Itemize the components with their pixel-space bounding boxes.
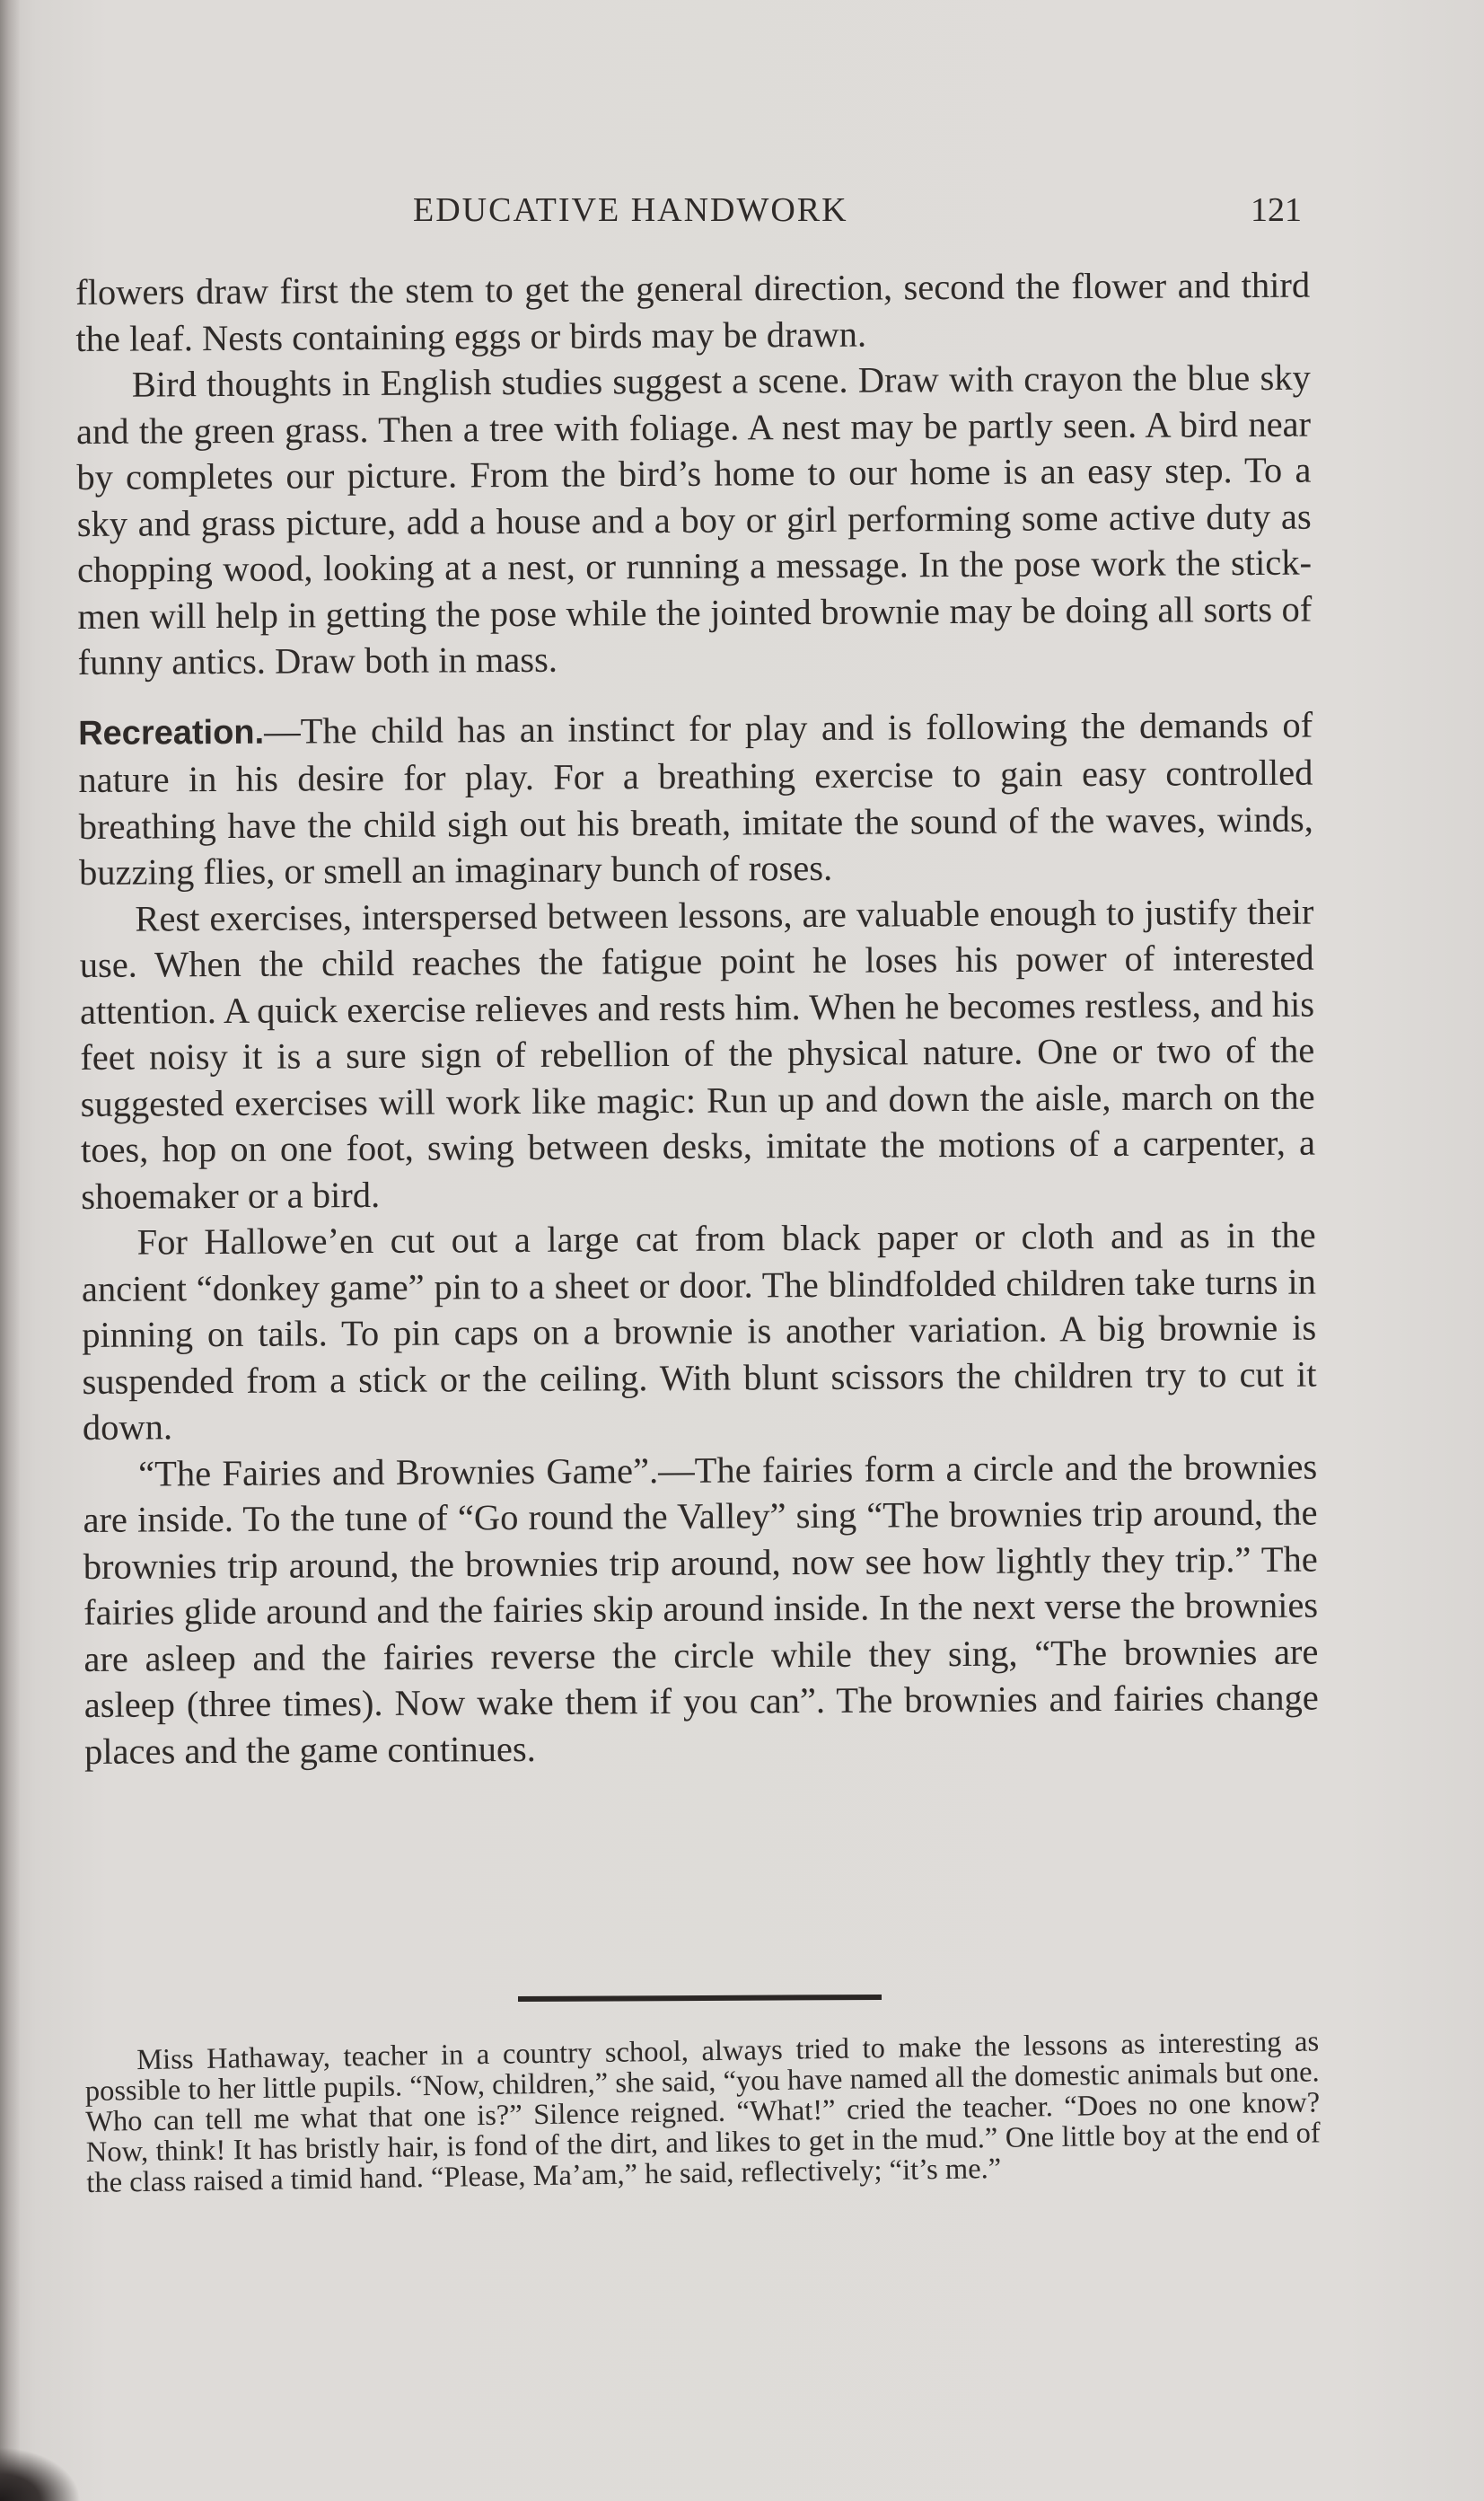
page-binding-edge	[0, 0, 20, 2501]
paragraph-rest-exercises: Rest exercises, interspersed between lessons, are valuable enough to justify their use. When the child reaches the fatigue point he loses his power of interested attention. A quick exercise relieves and rests him. When he becomes restless, and his feet noisy it is a sure sign of rebellion of the physical nature. One or two of the suggested exercises will work like magic: Run up and down the aisle, march on the toes, hop on one foot, swing between desks, imitate the motions of a carpenter, a shoemaker or a bird.	[79, 891, 1316, 1217]
section-heading-recreation: Recreation.	[78, 713, 265, 753]
anecdote-footnote: Miss Hathaway, teacher in a country school, always tried to make the lessons as interesting as possible to her little pupils. “Now, children,” she said, “you have named all the domestic animals but one. Who can tell me what that one is?” Silence reigned. “What!” cried the teacher. “Does no one know? Now, think! It has bristly hair, is fond of the dirt, and likes to get in the mud.” One little boy at the end of the class raised a timid hand. “Please, Ma’am,” he said, reflectively; “it’s me.”	[84, 2025, 1321, 2199]
paragraph-halloween: For Hallowe’en cut out a large cat from black paper or cloth and as in the ancient “donkey game” pin to a sheet or door. The blindfolded children take turns in pinning on tails. To pin caps on a brownie is another variation. A big brownie is suspended from a stick or the ceiling. With blunt scissors the children try to cut it down.	[81, 1214, 1317, 1448]
page-number: 121	[1251, 191, 1302, 229]
body-text	[75, 262, 1319, 1774]
paragraph-fairies-game: “The Fairies and Brownies Game”.—The fairies form a circle and the brownies are inside. To the tune of “Go round the Valley” sing “The brownies trip around, the brownies trip around, the brownies trip around, now see how lightly they trip.” The fairies glide around and the fairies skip around inside. In the next verse the brownies are asleep and the fairies reverse the circle while they sing, “The brownies are asleep (three times). Now wake them if you can”. The brownies and fairies change places and the game continues.	[83, 1446, 1319, 1772]
paragraph-bird-thoughts: Bird thoughts in English studies suggest a scene. Draw with crayon the blue sky and the green grass. Then a tree with foliage. A nest may be partly seen. A bird near by completes our picture. From the bird’s home to our home is an easy step. To a sky and grass picture, add a house and a boy or girl performing some active duty as chopping wood, looking at a nest, or running a message. In the pose work the stick-men will help in getting the pose while the jointed brownie may be doing all sorts of funny antics. Draw both in mass.	[75, 357, 1313, 682]
corner-shadow	[0, 2447, 81, 2501]
section-divider-rule	[518, 1995, 882, 2002]
paragraph-continuation: flowers draw first the stem to get the general direction, second the flower and third the leaf. Nests containing eggs or birds may be drawn.	[75, 264, 1311, 359]
paragraph-recreation-text: —The child has an instinct for play and is following the demands of nature in his desire for play. For a breathing exercise to gain easy controlled breathing have the child sigh out his breath, imitate the sound of the waves, winds, buzzing flies, or smell an imaginary bunch of roses.	[78, 704, 1313, 893]
running-head: EDUCATIVE HANDWORK	[413, 191, 848, 229]
page-header	[413, 190, 1311, 235]
paragraph-recreation	[78, 701, 1313, 895]
